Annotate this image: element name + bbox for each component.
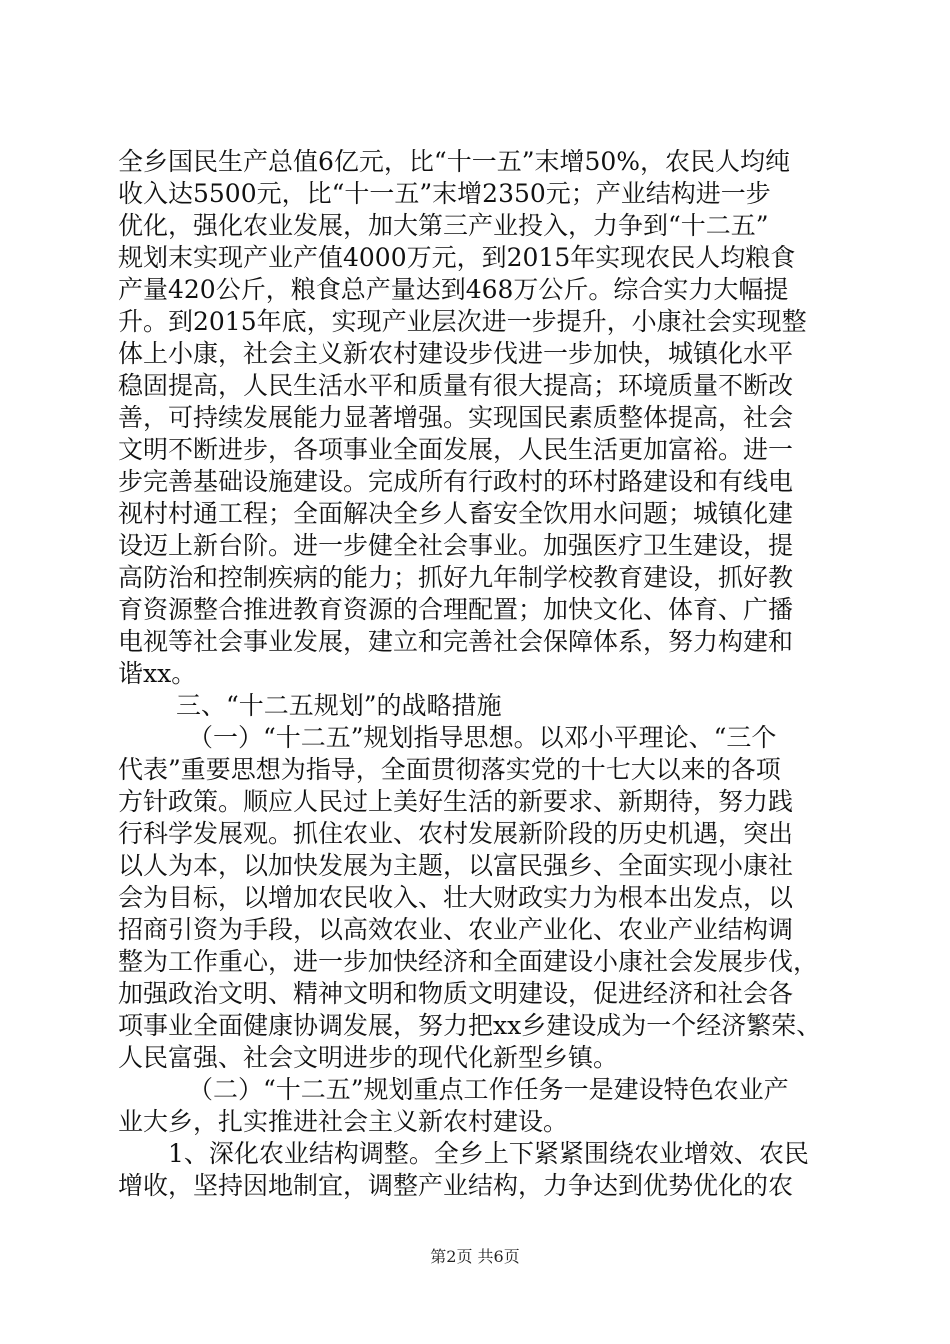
paragraph-agricultural-restructuring xyxy=(118,1138,842,1202)
text-line: （一）“十二五”规划指导思想。以邓小平理论、“三个 xyxy=(188,723,777,752)
text-line: 方针政策。顺应人民过上美好生活的新要求、新期待，努力践 xyxy=(118,787,794,816)
paragraph-key-tasks xyxy=(118,1074,842,1138)
text-line: 项事业全面健康协调发展，努力把xx乡建设成为一个经济繁荣、 xyxy=(118,1011,822,1040)
text-line: 规划末实现产业产值4000万元，到2015年实现农民人均粮食 xyxy=(118,243,796,272)
text-line: 善，可持续发展能力显著增强。实现国民素质整体提高，社会 xyxy=(118,403,794,432)
text-line: 以人为本，以加快发展为主题，以富民强乡、全面实现小康社 xyxy=(118,851,794,880)
text-line: 行科学发展观。抓住农业、农村发展新阶段的历史机遇，突出 xyxy=(118,819,794,848)
text-line: 步完善基础设施建设。完成所有行政村的环村路建设和有线电 xyxy=(118,467,794,496)
text-line: 体上小康，社会主义新农村建设步伐进一步加快，城镇化水平 xyxy=(118,339,794,368)
text-line: （二）“十二五”规划重点工作任务一是建设特色农业产 xyxy=(188,1075,789,1104)
text-line: 设迈上新台阶。进一步健全社会事业。加强医疗卫生建设，提 xyxy=(118,531,794,560)
text-line: 会为目标，以增加农民收入、壮大财政实力为根本出发点，以 xyxy=(118,883,794,912)
text-line: 视村村通工程；全面解决全乡人畜安全饮用水问题；城镇化建 xyxy=(118,499,794,528)
page-number-footer: 第2页 共6页 xyxy=(430,1247,520,1266)
text-line: 文明不断进步，各项事业全面发展，人民生活更加富裕。进一 xyxy=(118,435,794,464)
text-line: 谐xx。 xyxy=(118,659,197,688)
text-line: 整为工作重心，进一步加快经济和全面建设小康社会发展步伐， xyxy=(118,947,819,976)
text-line: 代表”重要思想为指导，全面贯彻落实党的十七大以来的各项 xyxy=(118,755,781,784)
text-line: 收入达5500元，比“十一五”末增2350元；产业结构进一步 xyxy=(118,179,771,208)
paragraph-guiding-ideology xyxy=(118,722,842,1074)
text-line: 招商引资为手段，以高效农业、农业产业化、农业产业结构调 xyxy=(118,915,794,944)
text-line: 升。到2015年底，实现产业层次进一步提升，小康社会实现整 xyxy=(118,307,807,336)
text-line: 育资源整合推进教育资源的合理配置；加快文化、体育、广播 xyxy=(118,595,794,624)
text-line: 稳固提高，人民生活水平和质量有很大提高；环境质量不断改 xyxy=(118,371,794,400)
text-line: 优化，强化农业发展，加大第三产业投入，力争到“十二五” xyxy=(118,211,769,240)
text-line: 人民富强、社会文明进步的现代化新型乡镇。 xyxy=(118,1043,619,1072)
text-line: 全乡国民生产总值6亿元，比“十一五”末增50%，农民人均纯 xyxy=(118,147,791,176)
text-line: 业大乡，扎实推进社会主义新农村建设。 xyxy=(118,1107,569,1136)
text-line: 产量420公斤，粮食总产量达到468万公斤。综合实力大幅提 xyxy=(118,275,789,304)
text-line: 加强政治文明、精神文明和物质文明建设，促进经济和社会各 xyxy=(118,979,794,1008)
section-heading-strategic-measures: 三、“十二五规划”的战略措施 xyxy=(176,691,502,720)
text-line: 高防治和控制疾病的能力；抓好九年制学校教育建设，抓好教 xyxy=(118,563,794,592)
text-line: 电视等社会事业发展，建立和完善社会保障体系，努力构建和 xyxy=(118,627,794,656)
text-line: 1、深化农业结构调整。全乡上下紧紧围绕农业增效、农民 xyxy=(168,1139,809,1168)
text-line: 增收，坚持因地制宜，调整产业结构，力争达到优势优化的农 xyxy=(118,1171,794,1200)
paragraph-development-goals xyxy=(118,146,842,690)
document-body xyxy=(118,146,842,1202)
